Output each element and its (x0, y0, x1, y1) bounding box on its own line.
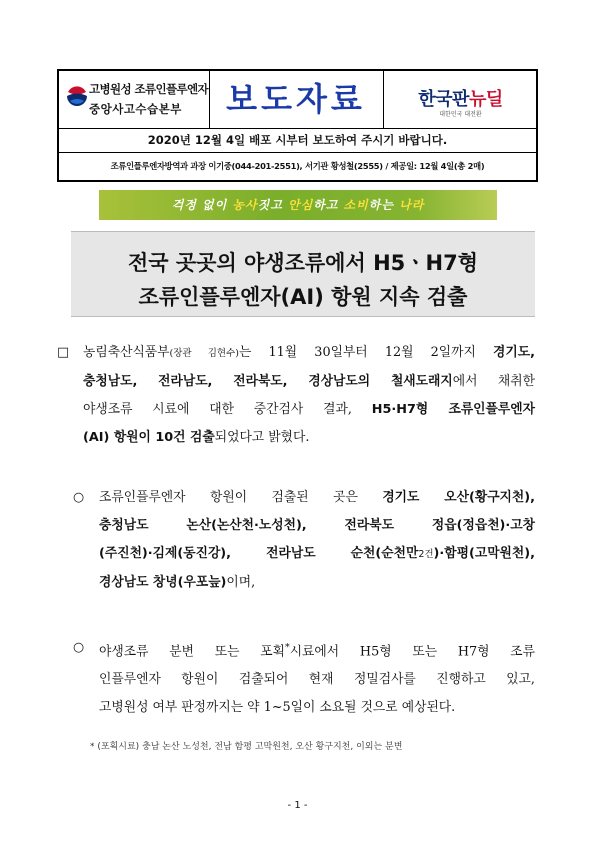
circle-bullet-icon: ○ (73, 490, 85, 505)
headline-box (71, 231, 535, 317)
footnote-mark: * (284, 642, 290, 653)
text-run: H5·H7형 조류인플루엔자 (371, 402, 535, 417)
press-release-title-cell (209, 71, 384, 128)
footnote: * (포획시료) 충남 논산 노성천, 전남 함평 고막원천, 오산 황구지천, 이외는 분변 (90, 742, 403, 752)
agency-name-line2: 중앙사고수습본부 (89, 102, 182, 116)
inspection-paragraph (73, 634, 535, 722)
paragraph-line (73, 484, 535, 512)
slogan-part: 하는 (368, 198, 400, 212)
square-bullet-icon: □ (57, 345, 70, 360)
text-run: 되었다고 밝혔다. (214, 430, 310, 445)
text-run: 이며, (226, 575, 256, 590)
text-run: (장관 김현수) (169, 348, 239, 359)
paragraph-line (73, 540, 535, 569)
text-run: 는 11월 30일부터 12월 2일까지 (238, 345, 494, 360)
text-run: 경기도 오산(황구지천), (382, 490, 535, 505)
text-run: 2건 (418, 549, 434, 560)
text-run: 농림축산식품부 (83, 345, 170, 360)
paragraph-line: 고병원성 여부 판정까지는 약 1~5일이 소요될 것으로 예상된다. (99, 700, 456, 716)
text-run: 조류인플루엔자 항원이 검출된 곳은 (99, 490, 383, 505)
headline-line2: 조류인플루엔자(AI) 항원 지속 검출 (138, 285, 468, 309)
text-run: 야생조류 시료에 대한 중간검사 결과, (83, 402, 372, 417)
paragraph-line (57, 368, 535, 396)
text-run: )·함평(고막원천), (433, 546, 535, 561)
text-run: 야생조류 분변 또는 포획 (99, 644, 285, 660)
brand-subtitle: 대한민국 대전환 (439, 111, 482, 118)
detection-sites-paragraph (73, 484, 535, 597)
slogan-part: 걱정 없이 (171, 198, 233, 212)
page-number: - 1 - (287, 800, 308, 811)
text-run: 시료에서 H5형 또는 H7형 조류 (289, 644, 535, 660)
paragraph-line (57, 339, 535, 368)
circle-bullet-icon: ○ (73, 640, 85, 655)
press-header-table (57, 69, 538, 182)
slogan-part: 안심 (287, 198, 314, 212)
brand-name-b: 뉴딜 (468, 89, 503, 110)
text-run: (주진천)·김제(동진강), 전라남도 순천(순천만 (99, 546, 419, 561)
headline-line1: 전국 곳곳의 야생조류에서 H5ㆍH7형 (127, 251, 479, 275)
new-deal-logo (383, 85, 538, 111)
paragraph-line (57, 396, 535, 424)
paragraph-line: 충청남도 논산(논산천·노성천), 전라북도 정읍(정읍천)·고창 (99, 518, 535, 533)
embargo-note: 2020년 12월 4일 배포 시부터 보도하여 주시기 바랍니다. (59, 128, 536, 153)
slogan-part: 하고 (313, 198, 344, 212)
text-run: 경기도, (493, 345, 535, 360)
slogan-part: 짓고 (257, 198, 288, 212)
paragraph-line: 인플루엔자 항원이 검출되어 현재 정밀검사를 진행하고 있고, (99, 672, 535, 688)
header-top-row (59, 71, 536, 129)
brand-logo-cell (383, 71, 538, 128)
slogan-part: 나라 (399, 198, 425, 212)
text-run: 에서 채취한 (452, 374, 535, 389)
text-run: 경상남도 창녕(우포늪) (99, 575, 227, 590)
government-emblem-icon (64, 83, 90, 109)
paragraph-line (57, 424, 535, 452)
contact-info: 조류인플루엔자방역과 과장 이기중(044-201-2551), 서기관 황성철(2555) / 제공일: 12월 4일(총 2매) (110, 161, 485, 171)
text-run: (AI) 항원이 10건 검출 (83, 430, 215, 445)
agency-name-line1: 고병원성 조류인플루엔자 (89, 82, 209, 96)
lead-paragraph (57, 339, 535, 452)
slogan-part: 농사 (232, 198, 258, 212)
slogan-banner (99, 190, 497, 220)
paragraph-line (73, 569, 535, 597)
press-release-title: 보도자료 (226, 80, 366, 118)
slogan-part: 소비 (343, 198, 369, 212)
agency-cell (59, 71, 210, 128)
brand-name-a: 한국판 (418, 89, 469, 110)
text-run: 충청남도, 전라남도, 전라북도, 경상남도의 철새도래지 (83, 374, 453, 389)
paragraph-line (73, 634, 535, 666)
